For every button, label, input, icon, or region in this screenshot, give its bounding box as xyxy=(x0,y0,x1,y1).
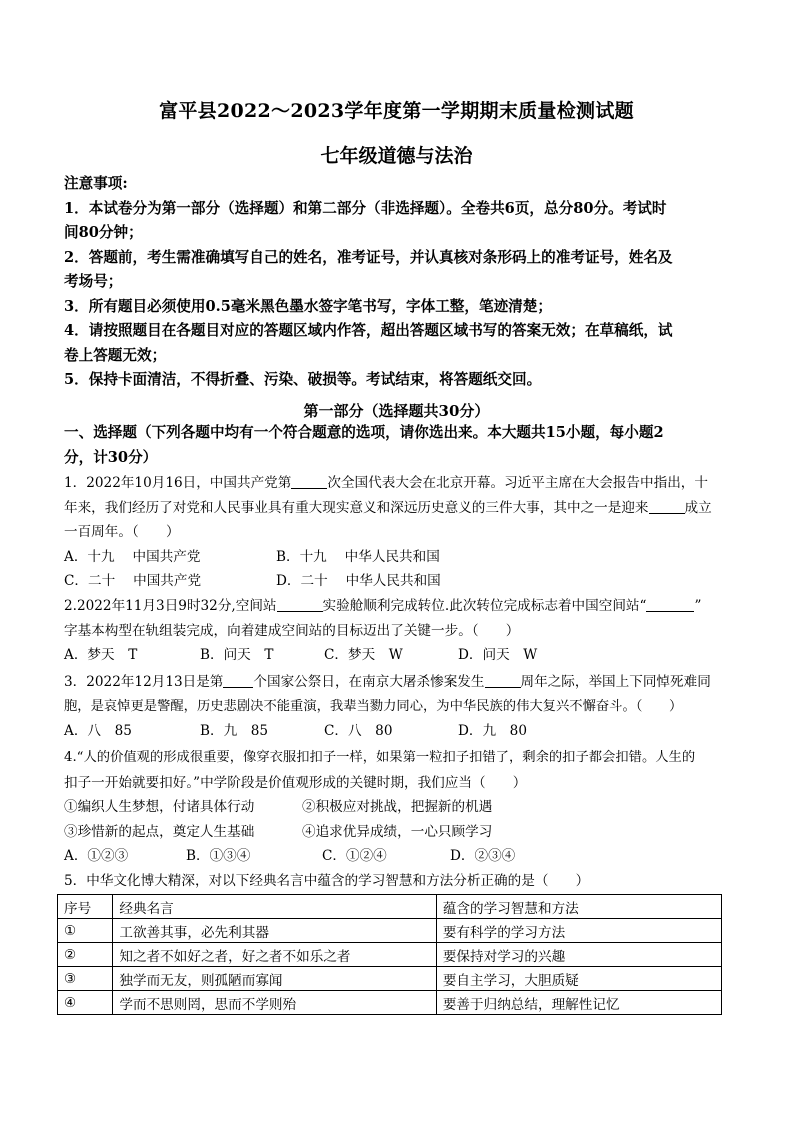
table-row xyxy=(58,919,722,943)
option-c: C．①②④ xyxy=(322,848,387,864)
note-line: 3．所有题目必须使用0.5毫米黑色墨水签字笔书写，字体工整，笔迹清楚； xyxy=(64,297,552,315)
part1-instructions xyxy=(64,421,736,470)
notes-heading: 注意事项: xyxy=(64,175,128,192)
q1-text: 成立 xyxy=(684,499,712,516)
q5-stem: 5．中华文化博大精深，对以下经典名言中蕴含的学习智慧和方法分析正确的是（ ） xyxy=(64,873,590,889)
answer-blank xyxy=(277,597,323,612)
exam-title: 富平县2022～2023学年度第一学期期末质量检测试题 xyxy=(159,100,634,122)
table-cell: ④ xyxy=(58,991,113,1015)
q1-line3: 一百周年。（ ） xyxy=(64,524,180,540)
question-3 xyxy=(64,670,736,744)
part1-heading: 第一部分（选择题共30分） xyxy=(303,402,490,420)
q1-line2 xyxy=(64,496,736,521)
option-a: A．梦天 T xyxy=(64,647,138,663)
note-line: 卷上答题无效； xyxy=(64,346,167,364)
q4-options xyxy=(64,844,736,869)
q3-text: 周年之际，举国上下同悼死难同 xyxy=(520,674,711,690)
table-row xyxy=(58,967,722,991)
option-d: D．②③④ xyxy=(450,848,516,864)
option-b: B．①③④ xyxy=(186,848,251,864)
question-2 xyxy=(64,594,736,668)
table-cell: 知之者不如好之者，好之者不如乐之者 xyxy=(113,943,436,967)
question-1 xyxy=(64,471,736,594)
answer-blank xyxy=(649,499,685,514)
option-b: B．九 85 xyxy=(200,723,269,739)
note-line: 5．保持卡面清洁，不得折叠、污染、破损等。考试结束，将答题纸交回。 xyxy=(64,371,542,388)
instructions-line: 分，计30分） xyxy=(64,448,158,466)
q2-text: ” xyxy=(694,598,702,614)
q2-line2: 字基本构型在轨组装完成，向着建成空间站的目标迈出了关键一步。（ ） xyxy=(64,622,520,639)
table-cell: 独学而无友，则孤陋而寡闻 xyxy=(113,967,436,991)
q1-text: 1．2022年10月16日，中国共产党第 xyxy=(64,475,292,491)
answer-blank xyxy=(485,673,521,688)
answer-blank xyxy=(223,673,253,688)
answer-blank xyxy=(291,474,327,489)
question-4 xyxy=(64,746,736,869)
q4-statements-row1 xyxy=(64,795,736,820)
option-b: B．十九 中华人民共和国 xyxy=(276,548,440,565)
q2-options xyxy=(64,643,736,668)
notes-section xyxy=(64,172,736,393)
table-row xyxy=(58,943,722,967)
note-line: 1．本试卷分为第一部分（选择题）和第二部分（非选择题）。全卷共6页，总分80分。考试时 xyxy=(64,199,667,217)
instructions-line: 一、选择题（下列各题中均有一个符合题意的选项，请你选出来。本大题共15小题，每小题2 xyxy=(64,424,664,441)
option-a: A．①②③ xyxy=(64,848,129,864)
q3-text: 3．2022年12月13日是第 xyxy=(64,674,224,690)
q1-text: 年来，我们经历了对党和人民事业具有重大现实意义和深远历史意义的三件大事，其中之一是迎来 xyxy=(64,499,649,516)
table-header-row xyxy=(58,895,722,919)
note-line: 间80分钟； xyxy=(64,224,143,241)
question-5 xyxy=(64,869,736,894)
option-d: D．问天 W xyxy=(458,647,538,663)
q1-line1 xyxy=(64,471,736,496)
table-header-cell: 序号 xyxy=(58,895,113,919)
q3-line2: 胞，是哀悼更是警醒，历史悲剧决不能重演，我辈当勠力同心，为中华民族的伟大复兴不懈奋斗。（ ） xyxy=(64,698,683,714)
option-c: C．梦天 W xyxy=(324,647,403,663)
table-row xyxy=(58,991,722,1015)
table-cell: 学而不思则罔，思而不学则殆 xyxy=(113,991,436,1015)
table-cell: 工欲善其事，必先利其器 xyxy=(113,919,436,943)
option-a: A．十九 中国共产党 xyxy=(64,548,201,565)
note-line: 考场号； xyxy=(64,273,123,290)
option-b: B．问天 T xyxy=(200,647,274,663)
q3-line1 xyxy=(64,670,736,695)
exam-subject: 七年级道德与法治 xyxy=(320,145,473,167)
q4-line1: 4.“人的价值观的形成很重要，像穿衣服扣扣子一样，如果第一粒扣子扣错了，剩余的扣子都会扣错。人生的 xyxy=(64,750,696,765)
q2-text: 实验舱顺利完成转位.此次转位完成标志着中国空间站“ xyxy=(322,598,647,614)
q1-options-row2 xyxy=(64,569,736,594)
q3-text: 个国家公祭日，在南京大屠杀惨案发生 xyxy=(253,674,485,690)
option-c: C．八 80 xyxy=(324,723,393,739)
option-c: C．二十 中国共产党 xyxy=(64,573,202,589)
note-line: 4．请按照题目在各题目对应的答题区域内作答，超出答题区域书写的答案无效；在草稿纸，试 xyxy=(64,322,673,339)
statement-4: ④追求优异成绩，一心只顾学习 xyxy=(302,823,493,840)
q3-options xyxy=(64,719,736,744)
table-cell: ③ xyxy=(58,967,113,991)
statement-1: ①编织人生梦想，付诸具体行动 xyxy=(64,799,255,815)
q4-statements-row2 xyxy=(64,820,736,845)
table-cell: 要自主学习，大胆质疑 xyxy=(436,967,721,991)
note-line: 2．答题前，考生需准确填写自己的姓名，准考证号，并认真核对条形码上的准考证号，姓名及 xyxy=(64,248,673,266)
q5-table xyxy=(57,894,722,1015)
statement-3: ③珍惜新的起点，奠定人生基础 xyxy=(64,823,255,840)
table-cell: ② xyxy=(58,943,113,967)
statement-2: ②积极应对挑战，把握新的机遇 xyxy=(302,799,493,815)
q4-line2: 扣子一开始就要扣好。”中学阶段是价值观形成的关键时期，我们应当（ ） xyxy=(64,774,527,791)
q2-line1 xyxy=(64,594,736,619)
table-cell: 要保持对学习的兴趣 xyxy=(436,943,721,967)
option-a: A．八 85 xyxy=(64,723,132,739)
table-cell: 要有科学的学习方法 xyxy=(436,919,721,943)
answer-blank xyxy=(646,597,694,612)
option-d: D．二十 中华人民共和国 xyxy=(276,573,441,589)
table-header-cell: 蕴含的学习智慧和方法 xyxy=(436,895,721,919)
table-cell: 要善于归纳总结，理解性记忆 xyxy=(436,991,721,1015)
option-d: D．九 80 xyxy=(458,723,527,739)
q2-text: 2.2022年11月3日9时32分,空间站 xyxy=(64,598,277,614)
q1-text: 次全国代表大会在北京开幕。习近平主席在大会报告中指出，十 xyxy=(327,475,708,491)
table-cell: ① xyxy=(58,919,113,943)
table-header-cell: 经典名言 xyxy=(113,895,436,919)
q1-options-row1 xyxy=(64,545,736,570)
